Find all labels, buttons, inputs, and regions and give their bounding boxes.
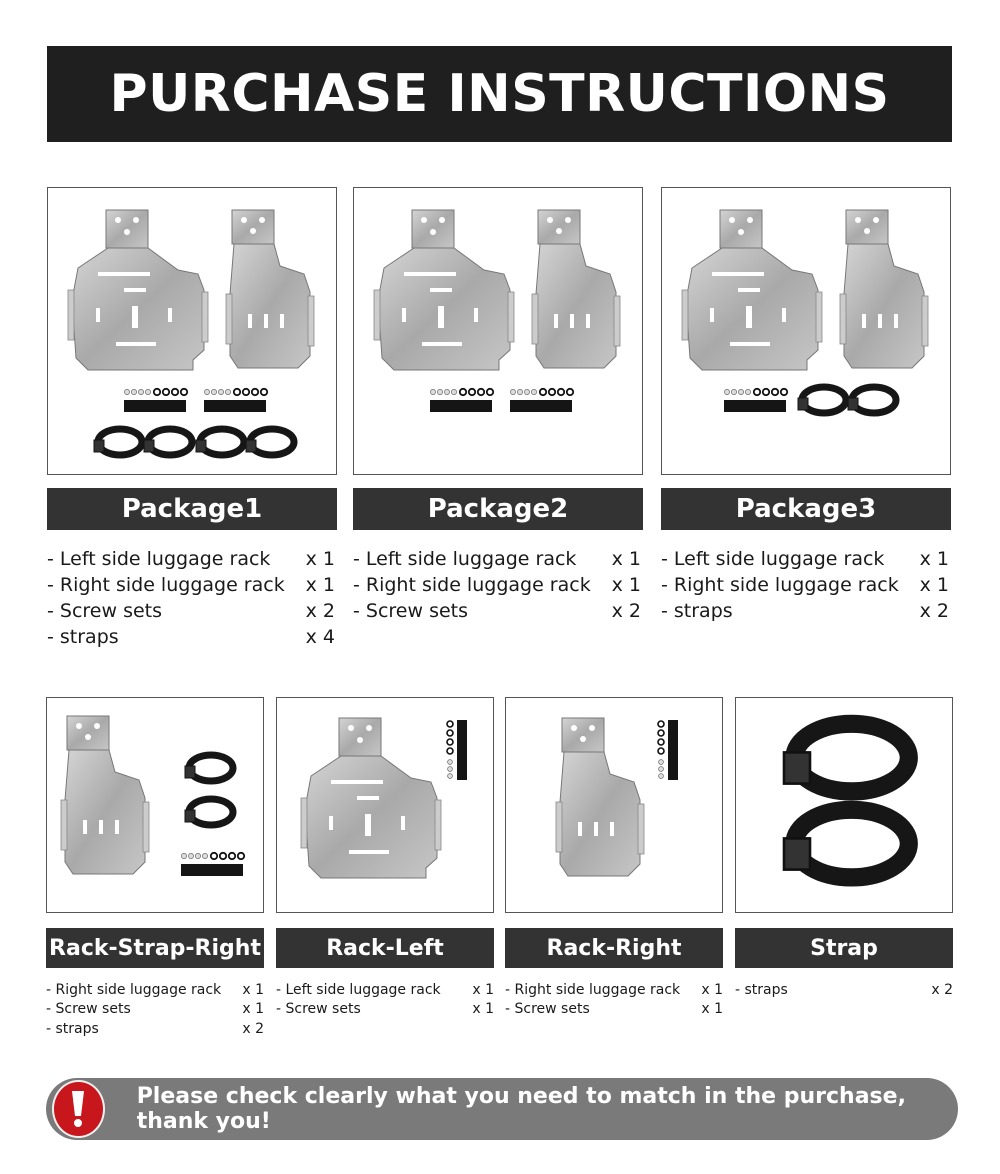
page-title-banner — [47, 46, 952, 142]
rack-strap-right-label: Rack-Strap-Right — [46, 928, 264, 968]
rack-left-label: Rack-Left — [276, 928, 494, 968]
package-3-image — [661, 187, 951, 475]
list-item: - Left side luggage rack x 1 — [661, 548, 949, 570]
rack-left-contents — [276, 980, 494, 1019]
list-item: - Right side luggage rack x 1 — [47, 574, 335, 596]
package-2-label: Package2 — [353, 488, 643, 530]
list-item: - Right side luggage rack x 1 — [661, 574, 949, 596]
list-item: - Screw sets x 1 — [505, 1001, 723, 1018]
rack-strap-right-contents — [46, 980, 264, 1039]
rack-strap-right-image — [46, 697, 264, 913]
package-card-2 — [353, 187, 643, 624]
package-3-label: Package3 — [661, 488, 951, 530]
notice-text: Please check clearly what you need to match in the purchase, thank you! — [136, 1084, 906, 1134]
list-item: - Right side luggage rack x 1 — [353, 574, 641, 596]
rack-right-label: Rack-Right — [505, 928, 723, 968]
single-card-strap — [735, 697, 953, 1000]
list-item: - Screw sets x 2 — [47, 600, 335, 622]
single-card-rack-right — [505, 697, 723, 1019]
strap-label: Strap — [735, 928, 953, 968]
list-item: - Right side luggage rack x 1 — [505, 981, 723, 998]
list-item: - Screw sets x 1 — [46, 1001, 264, 1018]
package-3-contents — [661, 546, 951, 624]
strap-image — [735, 697, 953, 913]
package-1-image — [47, 187, 337, 475]
list-item: - Screw sets x 1 — [276, 1001, 494, 1018]
list-item: - straps x 2 — [46, 1020, 264, 1037]
single-card-rack-left — [276, 697, 494, 1019]
list-item: - Left side luggage rack x 1 — [276, 981, 494, 998]
rack-left-image — [276, 697, 494, 913]
list-item: - Left side luggage rack x 1 — [47, 548, 335, 570]
list-item: - Right side luggage rack x 1 — [46, 981, 264, 998]
package-1-label: Package1 — [47, 488, 337, 530]
list-item: - Left side luggage rack x 1 — [353, 548, 641, 570]
rack-right-image — [505, 697, 723, 913]
strap-contents — [735, 980, 953, 1000]
list-item: - straps x 2 — [661, 600, 949, 622]
exclamation-icon — [52, 1080, 105, 1138]
package-2-contents — [353, 546, 643, 624]
list-item: - straps x 2 — [735, 981, 953, 998]
package-1-contents — [47, 546, 337, 650]
rack-right-contents — [505, 980, 723, 1019]
purchase-notice — [46, 1078, 958, 1140]
list-item: - straps x 4 — [47, 626, 335, 648]
list-item: - Screw sets x 2 — [353, 600, 641, 622]
package-card-1 — [47, 187, 337, 650]
page-title: PURCHASE INSTRUCTIONS — [109, 64, 890, 124]
package-2-image — [353, 187, 643, 475]
package-card-3 — [661, 187, 951, 624]
single-card-rack-strap-right — [46, 697, 264, 1039]
